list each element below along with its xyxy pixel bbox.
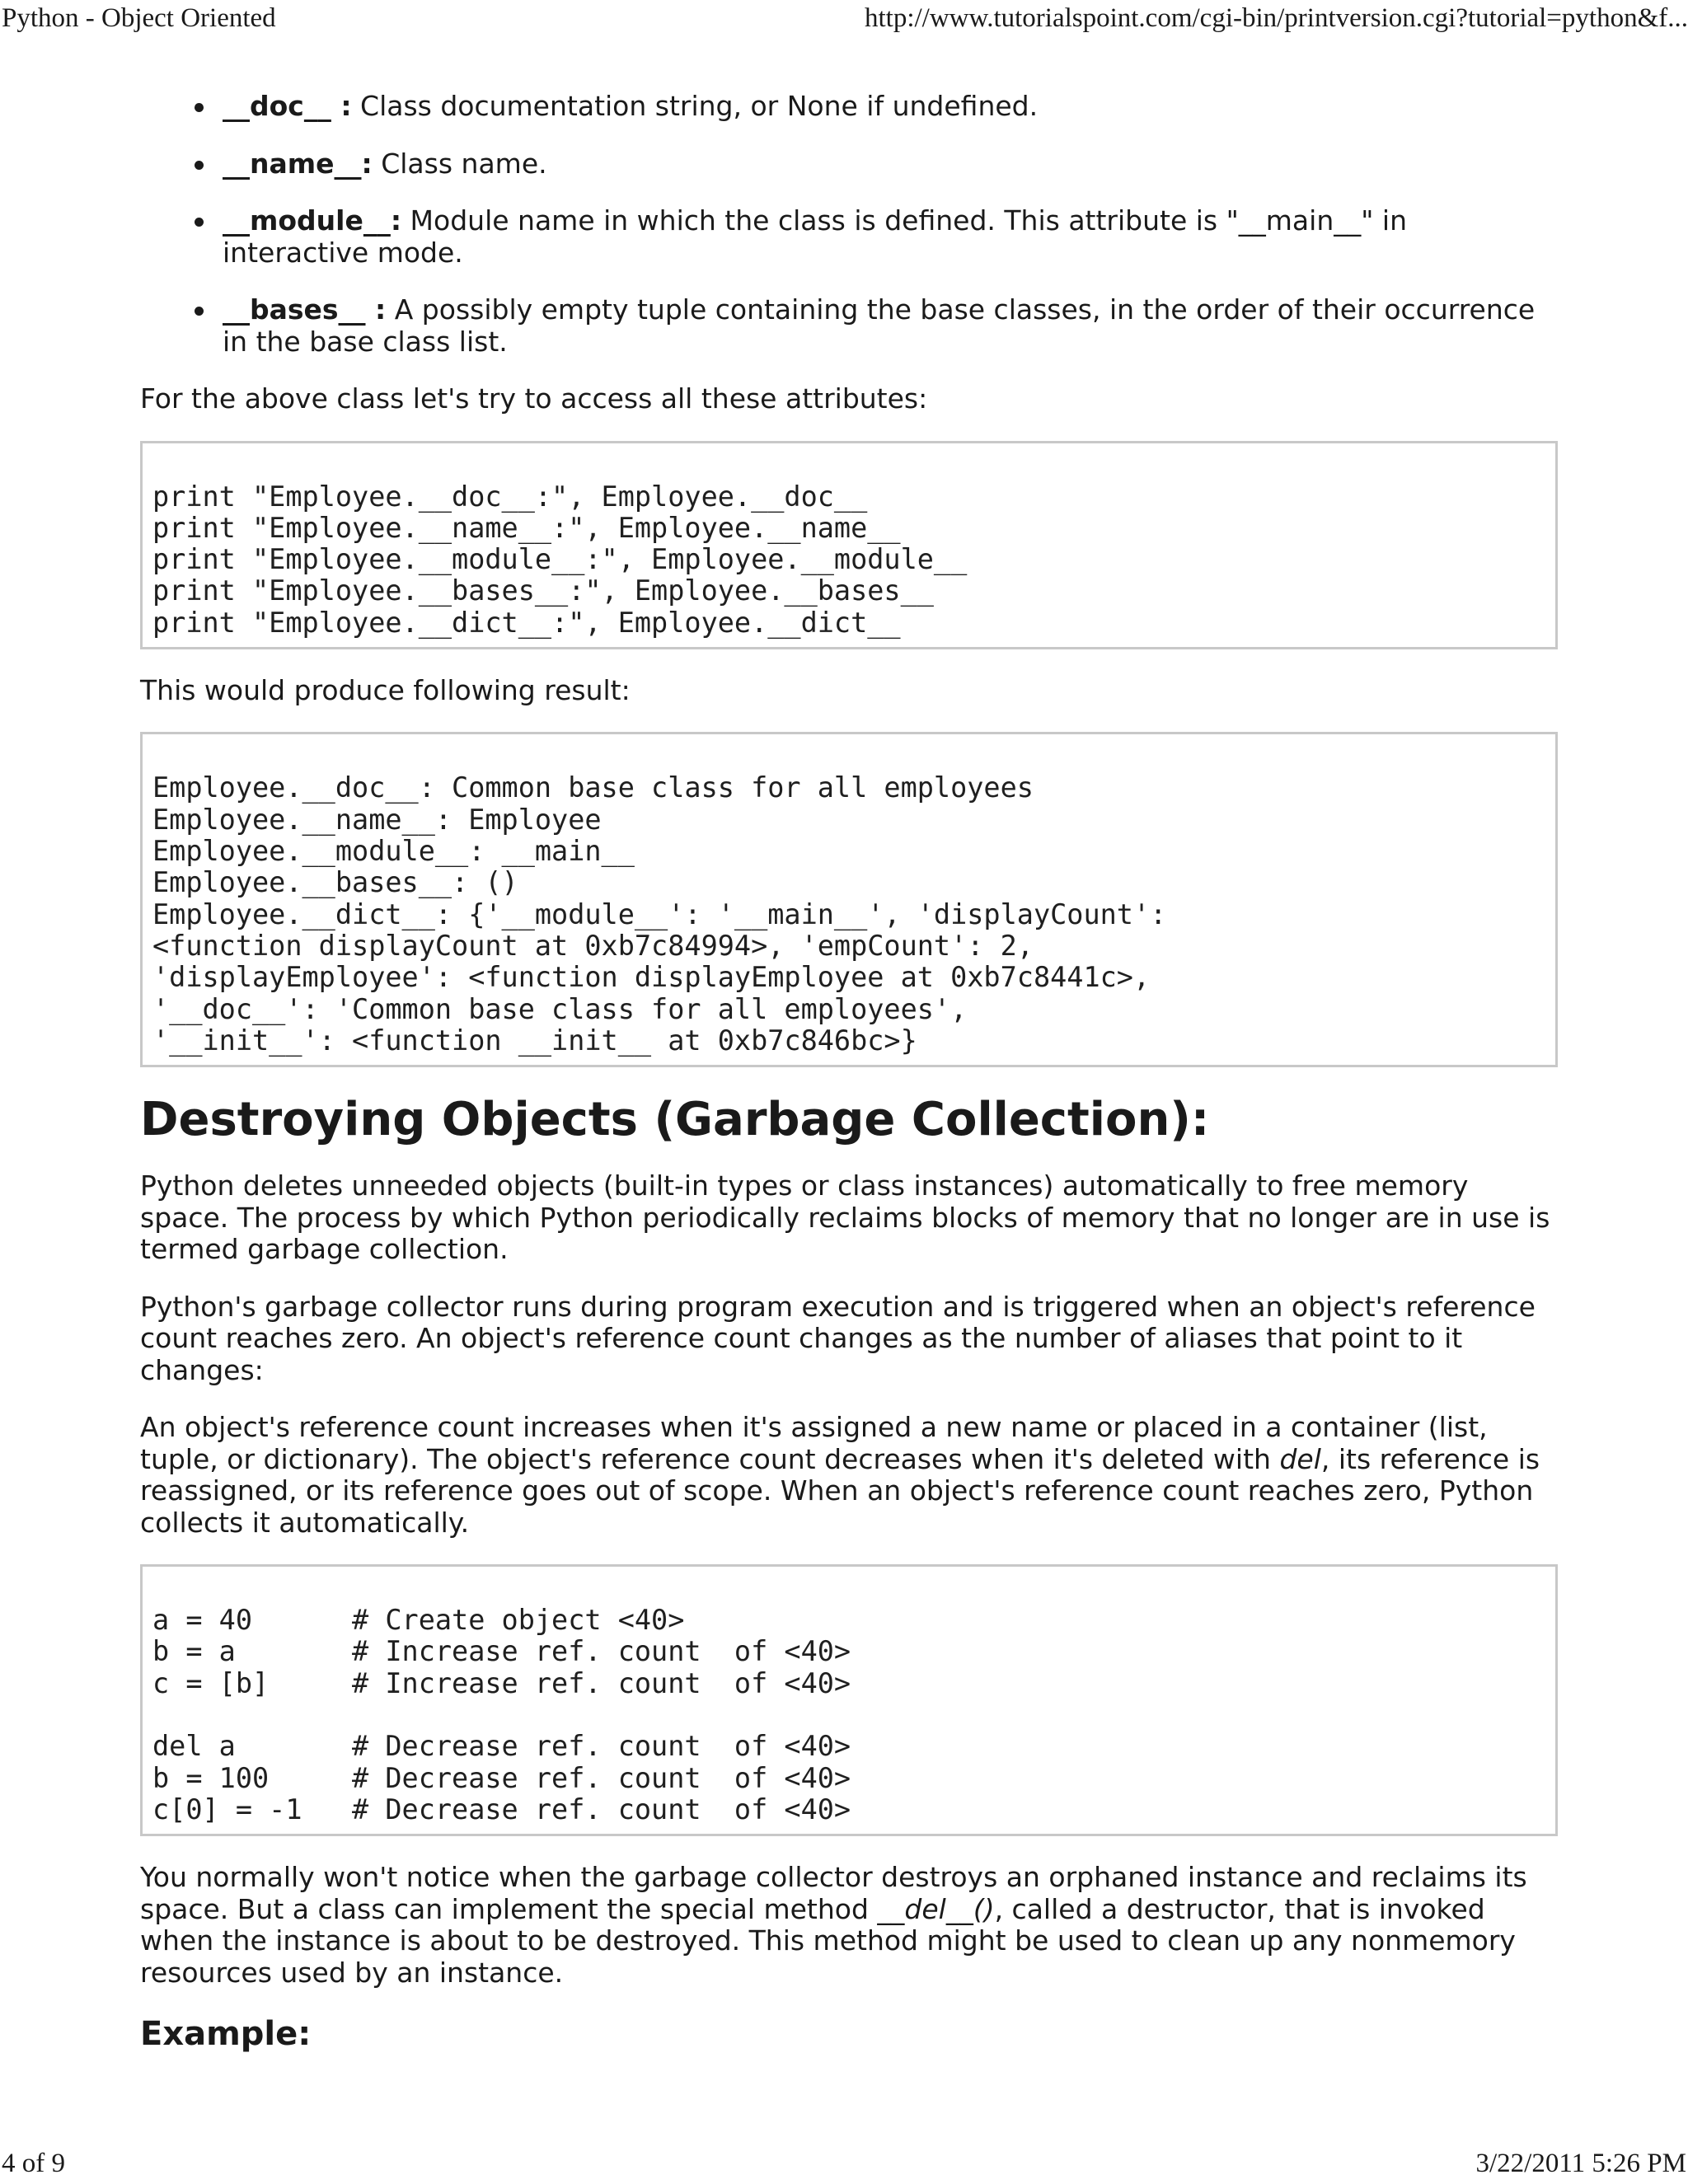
gc-paragraph-1: Python deletes unneeded objects (built-in types or class instances) automatically to free memory space. The process by which Python periodically reclaims blocks of memory that no longer are in use is termed garbage collection. (140, 1169, 1550, 1266)
attribute-description: Module name in which the class is defined. This attribute is "__main__" in interactive mode. (223, 204, 1407, 269)
bullet-icon (195, 103, 204, 112)
destructor-method-name: __del__() (877, 1892, 995, 1925)
attribute-description: Class name. (372, 147, 547, 180)
page-number: 4 of 9 (2, 2149, 65, 2178)
print-header (0, 0, 1688, 36)
attribute-term: __module__: (223, 204, 402, 237)
header-page-title: Python - Object Oriented (2, 3, 276, 33)
example-heading: Example: (140, 2015, 312, 2054)
list-item (140, 294, 1558, 358)
list-item (140, 91, 1558, 123)
print-datetime: 3/22/2011 5:26 PM (1475, 2149, 1686, 2178)
attribute-term: __doc__ : (223, 90, 352, 122)
code-block-output: Employee.__doc__: Common base class for all employees Employee.__name__: Employee Employee.__module__: __main__ Employee.__bases__: () Employee.__dict__: {'__module__': '__main__', 'displayCount': <function displayCount at 0xb7c84994>, 'empCount': 2, 'displayEmployee': <function displayEmployee at 0xb7c8441c>, '__doc__': 'Common base class for all employees', '__init__': <function __init__ at 0xb7c846bc>} (140, 732, 1558, 1067)
attribute-description: A possibly empty tuple containing the base classes, in the order of their occurrence in the base class list. (223, 293, 1536, 358)
del-keyword: del (1279, 1442, 1321, 1475)
header-url: http://www.tutorialspoint.com/cgi-bin/printversion.cgi?tutorial=python&f... (865, 3, 1688, 33)
code-block-print-attributes: print "Employee.__doc__:", Employee.__doc__ print "Employee.__name__:", Employee.__name__ print "Employee.__module__:", Employee.__module__ print "Employee.__bases__:", Employee.__bases__ print "Employee.__dict__:", Employee.__dict__ (140, 441, 1558, 649)
text-segment: , its reference is reassigned, or its reference goes out of scope. When an object's reference count reaches zero, Python collects it automatically. (140, 1442, 1540, 1539)
gc-paragraph-2: Python's garbage collector runs during program execution and is triggered when an object's reference count reaches zero. An object's reference count changes as the number of aliases that point to it changes: (140, 1290, 1536, 1386)
list-item (140, 148, 1558, 180)
text-segment: , called a destructor, that is invoked when the instance is about to be destroyed. This method might be used to clean up any nonmemory resources used by an instance. (140, 1892, 1516, 1989)
bullet-icon (195, 307, 204, 316)
attribute-list (140, 91, 1558, 358)
bullet-icon (195, 161, 204, 170)
text-segment: You normally won't notice when the garbage collector destroys an orphaned instance and reclaims its space. But a class can implement the special method (140, 1861, 1527, 1925)
text-segment: An object's reference count increases when it's assigned a new name or placed in a container (list, tuple, or dictionary). The object's reference count decreases when it's deleted with (140, 1411, 1488, 1475)
attribute-term: __name__: (223, 147, 373, 180)
list-item (140, 205, 1558, 269)
code-block-refcount: a = 40 # Create object <40> b = a # Increase ref. count of <40> c = [b] # Increase ref. count of <40> del a # Decrease ref. count of <40> b = 100 # Decrease ref. count of <40> c[0] = -1 # Decrease ref. count of <40> (140, 1564, 1558, 1836)
gc-paragraph-4 (140, 1862, 1558, 1989)
result-paragraph: This would produce following result: (140, 673, 631, 706)
section-heading: Destroying Objects (Garbage Collection): (140, 1093, 1210, 1147)
bullet-icon (195, 218, 204, 227)
intro-paragraph: For the above class let's try to access all these attributes: (140, 382, 928, 415)
gc-paragraph-3 (140, 1412, 1558, 1539)
page-content (140, 91, 1558, 2054)
print-footer (0, 2143, 1688, 2184)
attribute-description: Class documentation string, or None if undefined. (351, 90, 1039, 122)
attribute-term: __bases__ : (223, 293, 387, 326)
